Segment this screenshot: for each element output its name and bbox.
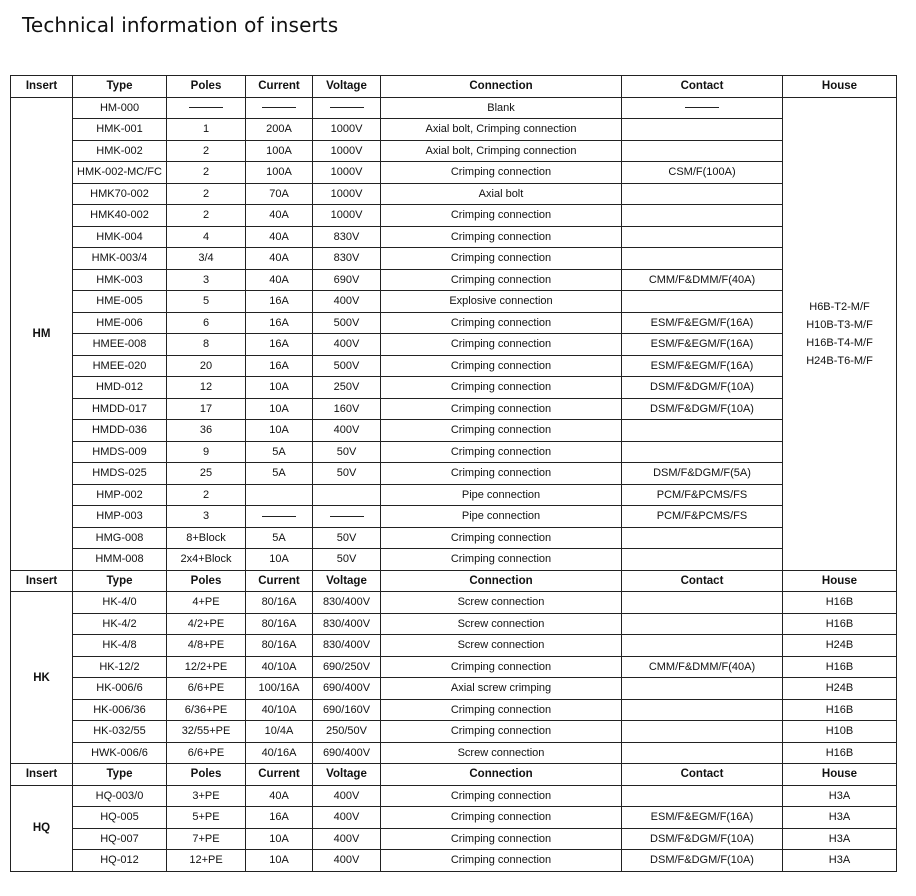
voltage-cell: 400V <box>313 807 381 829</box>
header-insert: Insert <box>11 76 73 98</box>
insert-group-cell: HK <box>11 592 73 764</box>
header-insert: Insert <box>11 764 73 786</box>
house-cell: H16B <box>783 699 897 721</box>
current-cell: 40A <box>246 226 313 248</box>
type-cell: HK-4/8 <box>73 635 167 657</box>
connection-cell: Crimping connection <box>381 398 622 420</box>
header-contact: Contact <box>622 764 783 786</box>
table-row <box>11 506 897 528</box>
type-cell: HQ-003/0 <box>73 785 167 807</box>
current-cell: 80/16A <box>246 592 313 614</box>
poles-cell: 17 <box>167 398 246 420</box>
contact-cell: DSM/F&DGM/F(10A) <box>622 398 783 420</box>
table-row <box>11 463 897 485</box>
header-voltage: Voltage <box>313 764 381 786</box>
current-cell: 16A <box>246 312 313 334</box>
table-row <box>11 721 897 743</box>
voltage-cell: 250V <box>313 377 381 399</box>
current-cell: 40A <box>246 269 313 291</box>
poles-cell: 12/2+PE <box>167 656 246 678</box>
contact-cell <box>622 248 783 270</box>
dash-mark <box>685 107 719 108</box>
contact-cell: PCM/F&PCMS/FS <box>622 484 783 506</box>
type-cell: HWK-006/6 <box>73 742 167 764</box>
current-cell: 16A <box>246 291 313 313</box>
header-row <box>11 570 897 592</box>
table-row <box>11 248 897 270</box>
poles-cell: 4 <box>167 226 246 248</box>
type-cell: HMK70-002 <box>73 183 167 205</box>
header-house: House <box>783 570 897 592</box>
current-cell: 16A <box>246 807 313 829</box>
poles-cell: 6/6+PE <box>167 742 246 764</box>
type-cell: HMEE-020 <box>73 355 167 377</box>
poles-cell: 8+Block <box>167 527 246 549</box>
table-row <box>11 97 897 119</box>
connection-cell: Crimping connection <box>381 162 622 184</box>
house-line: H6B-T2-M/F <box>809 300 870 313</box>
header-house: House <box>783 76 897 98</box>
current-cell: 200A <box>246 119 313 141</box>
poles-cell: 12+PE <box>167 850 246 872</box>
poles-cell: 4+PE <box>167 592 246 614</box>
contact-cell <box>622 205 783 227</box>
poles-cell: 6/6+PE <box>167 678 246 700</box>
connection-cell: Crimping connection <box>381 656 622 678</box>
contact-cell <box>622 678 783 700</box>
connection-cell: Axial bolt, Crimping connection <box>381 119 622 141</box>
connection-cell: Crimping connection <box>381 441 622 463</box>
current-cell: 100A <box>246 162 313 184</box>
house-cell: H3A <box>783 850 897 872</box>
current-cell: 80/16A <box>246 613 313 635</box>
connection-cell: Axial bolt, Crimping connection <box>381 140 622 162</box>
contact-cell <box>622 140 783 162</box>
header-connection: Connection <box>381 570 622 592</box>
header-house: House <box>783 764 897 786</box>
dash-mark <box>189 107 223 108</box>
connection-cell: Crimping connection <box>381 850 622 872</box>
house-line: H10B-T3-M/F <box>806 318 873 331</box>
contact-cell <box>622 721 783 743</box>
poles-cell: 4/2+PE <box>167 613 246 635</box>
voltage-cell: 690/400V <box>313 742 381 764</box>
voltage-cell: 830V <box>313 226 381 248</box>
poles-cell: 2 <box>167 140 246 162</box>
current-cell: 40/10A <box>246 656 313 678</box>
voltage-cell: 50V <box>313 463 381 485</box>
table-row <box>11 484 897 506</box>
table-row <box>11 226 897 248</box>
table-row <box>11 742 897 764</box>
contact-cell: ESM/F&EGM/F(16A) <box>622 312 783 334</box>
contact-cell: CSM/F(100A) <box>622 162 783 184</box>
header-type: Type <box>73 764 167 786</box>
inserts-table-body <box>11 76 897 872</box>
connection-cell: Pipe connection <box>381 506 622 528</box>
voltage-cell: 400V <box>313 785 381 807</box>
contact-cell: DSM/F&DGM/F(10A) <box>622 850 783 872</box>
type-cell: HMK-002 <box>73 140 167 162</box>
poles-cell: 25 <box>167 463 246 485</box>
type-cell: HMEE-008 <box>73 334 167 356</box>
poles-cell: 3+PE <box>167 785 246 807</box>
poles-cell: 2 <box>167 484 246 506</box>
connection-cell: Crimping connection <box>381 721 622 743</box>
house-cell: H16B <box>783 592 897 614</box>
table-row <box>11 334 897 356</box>
connection-cell: Crimping connection <box>381 269 622 291</box>
table-row <box>11 162 897 184</box>
type-cell: HK-006/36 <box>73 699 167 721</box>
type-cell: HK-12/2 <box>73 656 167 678</box>
poles-cell: 3 <box>167 269 246 291</box>
poles-cell: 2x4+Block <box>167 549 246 571</box>
house-cell: H16B <box>783 742 897 764</box>
type-cell: HMM-008 <box>73 549 167 571</box>
poles-cell: 5+PE <box>167 807 246 829</box>
contact-cell: DSM/F&DGM/F(10A) <box>622 828 783 850</box>
header-voltage: Voltage <box>313 570 381 592</box>
house-line: H16B-T4-M/F <box>806 336 873 349</box>
house-group-cell <box>783 97 897 570</box>
current-cell: 40A <box>246 205 313 227</box>
voltage-cell: 830V <box>313 248 381 270</box>
voltage-cell: 400V <box>313 420 381 442</box>
contact-cell: PCM/F&PCMS/FS <box>622 506 783 528</box>
contact-cell <box>622 97 783 119</box>
contact-cell: CMM/F&DMM/F(40A) <box>622 269 783 291</box>
voltage-cell: 400V <box>313 291 381 313</box>
voltage-cell: 160V <box>313 398 381 420</box>
poles-cell: 1 <box>167 119 246 141</box>
voltage-cell: 830/400V <box>313 635 381 657</box>
current-cell: 5A <box>246 527 313 549</box>
voltage-cell: 400V <box>313 334 381 356</box>
house-line: H24B-T6-M/F <box>806 354 873 367</box>
type-cell: HQ-005 <box>73 807 167 829</box>
contact-cell: DSM/F&DGM/F(5A) <box>622 463 783 485</box>
table-row <box>11 119 897 141</box>
connection-cell: Screw connection <box>381 635 622 657</box>
type-cell: HMDS-025 <box>73 463 167 485</box>
poles-cell: 36 <box>167 420 246 442</box>
connection-cell: Crimping connection <box>381 463 622 485</box>
connection-cell: Axial bolt <box>381 183 622 205</box>
current-cell: 10A <box>246 850 313 872</box>
contact-cell: CMM/F&DMM/F(40A) <box>622 656 783 678</box>
type-cell: HQ-007 <box>73 828 167 850</box>
header-type: Type <box>73 76 167 98</box>
voltage-cell <box>313 97 381 119</box>
poles-cell: 2 <box>167 162 246 184</box>
poles-cell: 9 <box>167 441 246 463</box>
header-current: Current <box>246 764 313 786</box>
connection-cell: Pipe connection <box>381 484 622 506</box>
house-cell: H16B <box>783 613 897 635</box>
table-row <box>11 205 897 227</box>
type-cell: HMP-003 <box>73 506 167 528</box>
connection-cell: Screw connection <box>381 613 622 635</box>
header-row <box>11 76 897 98</box>
table-row <box>11 527 897 549</box>
house-cell: H24B <box>783 635 897 657</box>
voltage-cell: 690/250V <box>313 656 381 678</box>
poles-cell: 2 <box>167 183 246 205</box>
poles-cell: 8 <box>167 334 246 356</box>
house-cell: H3A <box>783 807 897 829</box>
connection-cell: Crimping connection <box>381 828 622 850</box>
house-cell: H24B <box>783 678 897 700</box>
type-cell: HK-4/2 <box>73 613 167 635</box>
current-cell: 10A <box>246 828 313 850</box>
poles-cell: 6/36+PE <box>167 699 246 721</box>
page-title: Technical information of inserts <box>22 13 339 37</box>
table-row <box>11 377 897 399</box>
type-cell: HMDS-009 <box>73 441 167 463</box>
current-cell: 16A <box>246 334 313 356</box>
contact-cell <box>622 119 783 141</box>
header-current: Current <box>246 76 313 98</box>
insert-group-cell: HQ <box>11 785 73 871</box>
header-connection: Connection <box>381 76 622 98</box>
connection-cell: Explosive connection <box>381 291 622 313</box>
type-cell: HK-4/0 <box>73 592 167 614</box>
voltage-cell: 250/50V <box>313 721 381 743</box>
table-row <box>11 549 897 571</box>
header-row <box>11 764 897 786</box>
header-voltage: Voltage <box>313 76 381 98</box>
poles-cell: 7+PE <box>167 828 246 850</box>
table-row <box>11 420 897 442</box>
voltage-cell: 50V <box>313 549 381 571</box>
connection-cell: Crimping connection <box>381 205 622 227</box>
type-cell: HMK-003 <box>73 269 167 291</box>
header-contact: Contact <box>622 76 783 98</box>
current-cell: 40/10A <box>246 699 313 721</box>
dash-mark <box>330 107 364 108</box>
voltage-cell: 1000V <box>313 119 381 141</box>
contact-cell <box>622 699 783 721</box>
connection-cell: Blank <box>381 97 622 119</box>
connection-cell: Axial screw crimping <box>381 678 622 700</box>
current-cell: 40A <box>246 248 313 270</box>
current-cell: 40A <box>246 785 313 807</box>
type-cell: HM-000 <box>73 97 167 119</box>
contact-cell <box>622 549 783 571</box>
voltage-cell: 830/400V <box>313 592 381 614</box>
connection-cell: Crimping connection <box>381 312 622 334</box>
current-cell: 70A <box>246 183 313 205</box>
dash-mark <box>330 516 364 517</box>
current-cell: 10/4A <box>246 721 313 743</box>
voltage-cell: 830/400V <box>313 613 381 635</box>
voltage-cell: 1000V <box>313 205 381 227</box>
header-type: Type <box>73 570 167 592</box>
connection-cell: Crimping connection <box>381 226 622 248</box>
voltage-cell: 400V <box>313 850 381 872</box>
current-cell: 80/16A <box>246 635 313 657</box>
connection-cell: Screw connection <box>381 592 622 614</box>
contact-cell <box>622 291 783 313</box>
house-cell: H16B <box>783 656 897 678</box>
poles-cell: 12 <box>167 377 246 399</box>
voltage-cell: 50V <box>313 441 381 463</box>
poles-cell: 20 <box>167 355 246 377</box>
current-cell: 5A <box>246 441 313 463</box>
voltage-cell: 1000V <box>313 162 381 184</box>
header-contact: Contact <box>622 570 783 592</box>
current-cell <box>246 484 313 506</box>
connection-cell: Crimping connection <box>381 377 622 399</box>
contact-cell: ESM/F&EGM/F(16A) <box>622 807 783 829</box>
insert-group-cell: HM <box>11 97 73 570</box>
contact-cell: ESM/F&EGM/F(16A) <box>622 355 783 377</box>
type-cell: HMG-008 <box>73 527 167 549</box>
type-cell: HMK-004 <box>73 226 167 248</box>
current-cell: 10A <box>246 420 313 442</box>
contact-cell <box>622 635 783 657</box>
inserts-table <box>10 75 897 872</box>
table-row <box>11 355 897 377</box>
table-row <box>11 785 897 807</box>
table-row <box>11 291 897 313</box>
voltage-cell <box>313 484 381 506</box>
type-cell: HMDD-017 <box>73 398 167 420</box>
contact-cell: DSM/F&DGM/F(10A) <box>622 377 783 399</box>
table-row <box>11 269 897 291</box>
voltage-cell: 500V <box>313 312 381 334</box>
voltage-cell <box>313 506 381 528</box>
contact-cell <box>622 441 783 463</box>
current-cell: 100/16A <box>246 678 313 700</box>
poles-cell: 6 <box>167 312 246 334</box>
contact-cell <box>622 742 783 764</box>
voltage-cell: 500V <box>313 355 381 377</box>
connection-cell: Crimping connection <box>381 527 622 549</box>
table-row <box>11 312 897 334</box>
poles-cell: 5 <box>167 291 246 313</box>
voltage-cell: 690V <box>313 269 381 291</box>
connection-cell: Crimping connection <box>381 248 622 270</box>
connection-cell: Crimping connection <box>381 549 622 571</box>
type-cell: HME-005 <box>73 291 167 313</box>
type-cell: HMD-012 <box>73 377 167 399</box>
contact-cell: ESM/F&EGM/F(16A) <box>622 334 783 356</box>
table-row <box>11 635 897 657</box>
table-row <box>11 183 897 205</box>
voltage-cell: 690/400V <box>313 678 381 700</box>
type-cell: HMK-002-MC/FC <box>73 162 167 184</box>
type-cell: HMP-002 <box>73 484 167 506</box>
current-cell <box>246 506 313 528</box>
poles-cell: 32/55+PE <box>167 721 246 743</box>
table-row <box>11 828 897 850</box>
poles-cell: 2 <box>167 205 246 227</box>
type-cell: HQ-012 <box>73 850 167 872</box>
type-cell: HMDD-036 <box>73 420 167 442</box>
poles-cell: 3/4 <box>167 248 246 270</box>
current-cell: 16A <box>246 355 313 377</box>
header-current: Current <box>246 570 313 592</box>
poles-cell: 4/8+PE <box>167 635 246 657</box>
voltage-cell: 690/160V <box>313 699 381 721</box>
type-cell: HMK-001 <box>73 119 167 141</box>
header-poles: Poles <box>167 76 246 98</box>
dash-mark <box>262 107 296 108</box>
table-row <box>11 850 897 872</box>
table-row <box>11 613 897 635</box>
voltage-cell: 50V <box>313 527 381 549</box>
header-insert: Insert <box>11 570 73 592</box>
contact-cell <box>622 226 783 248</box>
connection-cell: Screw connection <box>381 742 622 764</box>
dash-mark <box>262 516 296 517</box>
connection-cell: Crimping connection <box>381 699 622 721</box>
current-cell: 5A <box>246 463 313 485</box>
contact-cell <box>622 592 783 614</box>
table-row <box>11 699 897 721</box>
poles-cell <box>167 97 246 119</box>
connection-cell: Crimping connection <box>381 334 622 356</box>
voltage-cell: 1000V <box>313 183 381 205</box>
type-cell: HK-032/55 <box>73 721 167 743</box>
contact-cell <box>622 420 783 442</box>
header-connection: Connection <box>381 764 622 786</box>
type-cell: HME-006 <box>73 312 167 334</box>
connection-cell: Crimping connection <box>381 807 622 829</box>
current-cell: 40/16A <box>246 742 313 764</box>
current-cell <box>246 97 313 119</box>
table-row <box>11 656 897 678</box>
table-row <box>11 140 897 162</box>
table-row <box>11 807 897 829</box>
contact-cell <box>622 527 783 549</box>
type-cell: HMK-003/4 <box>73 248 167 270</box>
connection-cell: Crimping connection <box>381 355 622 377</box>
table-row <box>11 441 897 463</box>
header-poles: Poles <box>167 570 246 592</box>
table-row <box>11 592 897 614</box>
contact-cell <box>622 785 783 807</box>
voltage-cell: 1000V <box>313 140 381 162</box>
house-cell: H3A <box>783 785 897 807</box>
connection-cell: Crimping connection <box>381 785 622 807</box>
voltage-cell: 400V <box>313 828 381 850</box>
connection-cell: Crimping connection <box>381 420 622 442</box>
type-cell: HMK40-002 <box>73 205 167 227</box>
header-poles: Poles <box>167 764 246 786</box>
table-row <box>11 678 897 700</box>
table-row <box>11 398 897 420</box>
current-cell: 10A <box>246 377 313 399</box>
current-cell: 100A <box>246 140 313 162</box>
current-cell: 10A <box>246 549 313 571</box>
poles-cell: 3 <box>167 506 246 528</box>
house-cell: H10B <box>783 721 897 743</box>
current-cell: 10A <box>246 398 313 420</box>
house-cell: H3A <box>783 828 897 850</box>
contact-cell <box>622 183 783 205</box>
contact-cell <box>622 613 783 635</box>
type-cell: HK-006/6 <box>73 678 167 700</box>
